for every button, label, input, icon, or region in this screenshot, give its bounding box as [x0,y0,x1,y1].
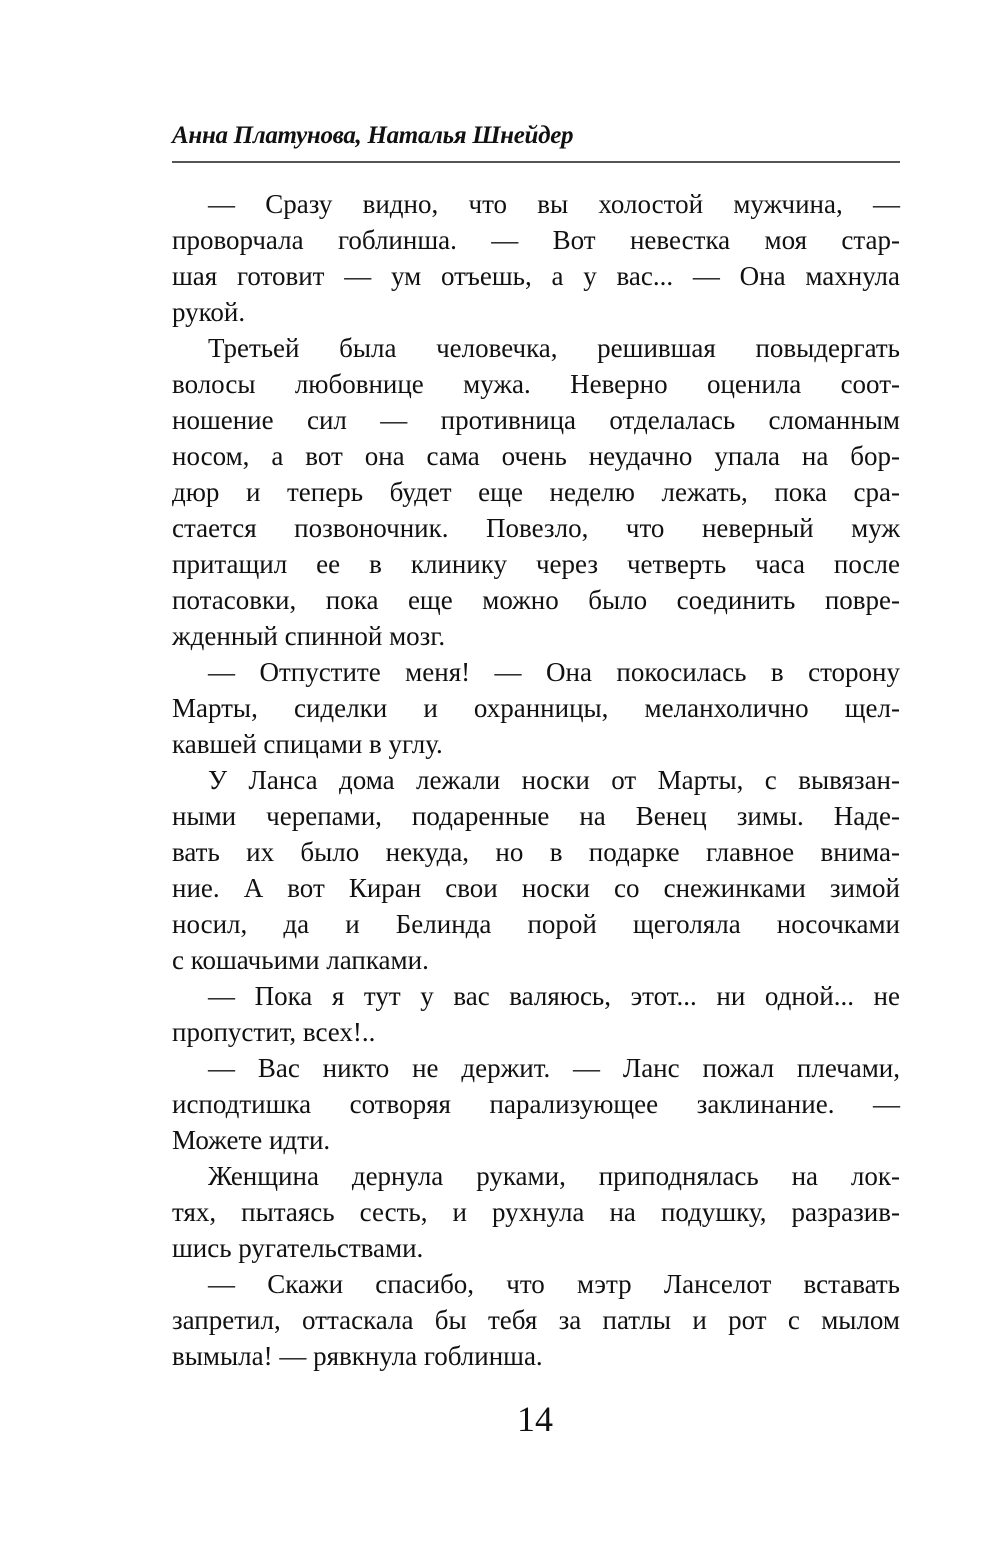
paragraph [172,1266,900,1374]
text-line: вымыла! — рявкнула гоблинша. [172,1341,543,1371]
text-line: тях, пытаясь сесть, и рухнула на подушку, разразив- [172,1197,900,1227]
text-line: дюр и теперь будет еще неделю лежать, пока сра- [172,477,900,507]
text-line: носом, а вот она сама очень неудачно упала на бор- [172,441,900,471]
text-line: жденный спинной мозг. [172,621,446,651]
paragraph [172,1050,900,1158]
text-line: Женщина дернула руками, приподнялась на лок- [208,1161,900,1191]
text-line: стается позвоночник. Повезло, что неверный муж [172,513,900,543]
running-header: Анна Платунова, Наталья Шнейдер [172,122,574,149]
text-line: шись ругательствами. [172,1233,424,1263]
text-line: — Отпустите меня! — Она покосилась в сторону [208,657,900,687]
header-rule [172,161,900,163]
paragraph [172,978,900,1050]
text-line: кавшей спицами в углу. [172,729,443,759]
text-line: притащил ее в клинику через четверть часа после [172,549,900,579]
text-line: рукой. [172,297,246,327]
paragraph [172,186,900,330]
text-line: шая готовит — ум отъешь, а у вас... — Она махнула [172,261,900,291]
paragraph [172,330,900,654]
paragraph [172,654,900,762]
text-line: Марты, сиделки и охранницы, меланхолично щел- [172,693,900,723]
body-text [172,186,900,1374]
text-line: — Скажи спасибо, что мэтр Ланселот вставать [208,1269,900,1299]
text-line: исподтишка сотворяя парализующее заклинание. — [172,1089,900,1119]
text-line: волосы любовнице мужа. Неверно оценила соот- [172,369,900,399]
text-line: ние. А вот Киран свои носки со снежинками зимой [172,873,900,903]
paragraph [172,1158,900,1266]
text-line: проворчала гоблинша. — Вот невестка моя стар- [172,225,900,255]
text-line: — Вас никто не держит. — Ланс пожал плечами, [208,1053,900,1083]
text-line: потасовки, пока еще можно было соединить повре- [172,585,900,615]
text-line: — Сразу видно, что вы холостой мужчина, — [208,189,900,219]
text-line: пропустит, всех!.. [172,1017,376,1047]
text-line: с кошачьими лапками. [172,945,429,975]
paragraph [172,762,900,978]
text-line: У Ланса дома лежали носки от Марты, с вывязан- [208,765,900,795]
text-line: запретил, оттаскала бы тебя за патлы и рот с мылом [172,1305,900,1335]
text-line: Можете идти. [172,1125,331,1155]
text-line: носил, да и Белинда порой щеголяла носочками [172,909,900,939]
page-number: 14 [517,1399,553,1439]
text-line: вать их было некуда, но в подарке главное внима- [172,837,900,867]
text-line: ными черепами, подаренные на Венец зимы. Наде- [172,801,900,831]
text-line: ношение сил — противница отделалась сломанным [172,405,900,435]
text-line: Третьей была человечка, решившая повыдергать [208,333,900,363]
text-line: — Пока я тут у вас валяюсь, этот... ни одной... не [208,981,900,1011]
